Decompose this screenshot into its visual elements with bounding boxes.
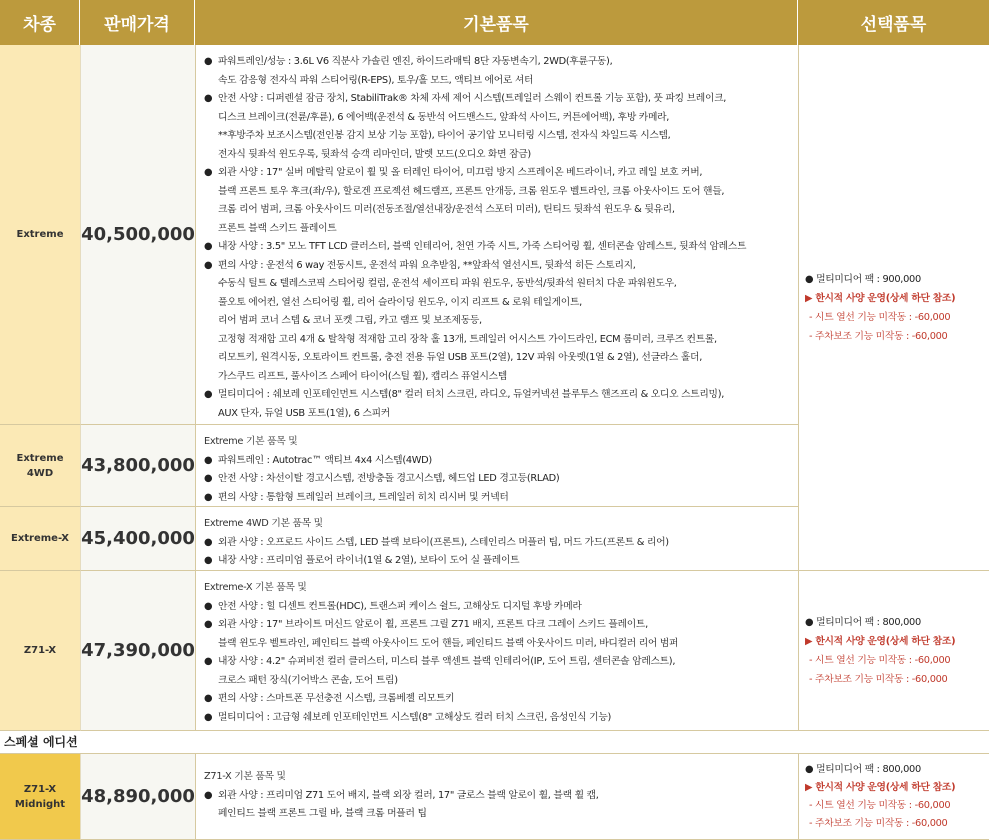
trim-extreme-4wd — [0, 425, 80, 507]
spec-line — [204, 405, 798, 424]
price-z71-x: 47,390,000 — [80, 571, 195, 731]
option-seat-heating: - 시트 열선 기능 미작동 : -60,000 — [809, 654, 951, 666]
price-extreme: 40,500,000 — [80, 45, 195, 425]
option-parking-assist: - 주차보조 기능 미작동 : -60,000 — [809, 673, 948, 685]
spec-text: 안전 사양 : 디퍼렌셜 잠금 장치, StabiliTrak® 차체 자세 제어 시스템(트레일러 스웨이 컨트롤 기능 포함), 풋 파킹 브레이크, — [218, 93, 727, 104]
spec-text: 속도 감응형 전자식 파워 스티어링(R-EPS), 토우/홀 모드, 액티브 에어로 셔터 — [218, 74, 534, 86]
bullet-icon: ● — [204, 241, 213, 252]
spec-line — [204, 220, 798, 239]
special-edition-heading: 스페셜 에디션 — [0, 731, 989, 754]
spec-text: AUX 단자, 듀얼 USB 포트(1열), 6 스피커 — [218, 407, 390, 419]
bullet-icon: ● — [204, 693, 213, 704]
option-extreme-group — [798, 45, 989, 571]
table-header — [0, 0, 989, 45]
spec-text: 수동식 틸트 & 텔레스코픽 스티어링 컬럼, 운전석 세이프티 파워 윈도우, 동반석/뒷좌석 원터치 다운 파워윈도우, — [218, 278, 677, 289]
spec-text: 전자식 뒷좌석 윈도우록, 뒷좌석 승객 리마인더, 발렛 모드(오디오 화면 잠금) — [218, 148, 531, 160]
spec-line — [204, 312, 798, 331]
spec-text: 편의 사양 : 운전석 6 way 전동시트, 운전석 파워 요추받침, **앞좌석 열선시트, 뒷좌석 히든 스토리지, — [218, 259, 636, 271]
spec-text: 편의 사양 : 통합형 트레일러 브레이크, 트레일러 히치 리시버 및 커넥터 — [218, 491, 509, 503]
price-extreme-x: 45,400,000 — [80, 507, 195, 571]
bullet-icon: ● — [204, 454, 213, 466]
spec-text: 블랙 윈도우 벨트라인, 페인티드 블랙 아웃사이드 도어 핸들, 페인티드 블랙 아웃사이드 미러, 바디컬러 리어 범퍼 — [218, 637, 679, 649]
spec-text: Z71-X 기본 품목 및 — [204, 771, 286, 782]
trim-extreme: Extreme — [0, 45, 80, 425]
spec-text: Extreme 기본 품목 및 — [204, 436, 298, 447]
spec-line — [204, 368, 798, 387]
spec-line — [204, 109, 798, 128]
bullet-icon: ● — [204, 600, 213, 612]
spec-line — [204, 127, 798, 146]
header-price: 판매가격 — [80, 0, 195, 45]
spec-line — [204, 653, 798, 672]
spec-line — [204, 72, 798, 91]
spec-line — [204, 452, 798, 471]
spec-text: 내장 사양 : 프리미엄 플로어 라이너(1열 & 2열), 보타이 도어 실 플레이트 — [218, 555, 520, 566]
spec-text: 내장 사양 : 4.2" 슈퍼비전 컬러 클러스터, 미스티 블루 액센트 블랙 인테리어(IP, 도어 트림, 센터콘솔 암레스트), — [218, 656, 676, 667]
spec-line — [204, 164, 798, 183]
basic-items-extreme-x — [195, 507, 798, 571]
bullet-icon: ● — [204, 711, 213, 723]
spec-line — [204, 386, 798, 405]
spec-text: 디스크 브레이크(전륜/후륜), 6 에어백(운전석 & 동반석 어드밴스드, 앞좌석 사이드, 커튼에어백), 후방 카메라, — [218, 111, 670, 123]
spec-line — [204, 616, 798, 635]
bullet-icon: ● — [204, 93, 213, 104]
spec-text: 멀티미디어 : 고급형 쉐보레 인포테인먼트 시스템(8" 고해상도 컬러 터치 스크린, 음성인식 기능) — [218, 711, 612, 723]
spec-line — [204, 787, 798, 806]
spec-text: 파워트레인/성능 : 3.6L V6 직분사 가솔린 엔진, 하이드라매틱 8단 자동변속기, 2WD(후륜구동), — [218, 56, 613, 67]
spec-line — [204, 690, 798, 709]
option-z71-x — [798, 571, 989, 731]
spec-line — [204, 90, 798, 109]
spec-text: 안전 사양 : 힐 디센트 컨트롤(HDC), 트랜스퍼 케이스 쉴드, 고해상도 디지털 후방 카메라 — [218, 600, 582, 612]
spec-text: 페인티드 블랙 프론트 그릴 바, 블랙 크롬 머플러 팁 — [218, 808, 427, 819]
option-multimedia-pack: ● 멀티미디어 팩 : 800,000 — [805, 763, 921, 775]
spec-text: 크로스 패턴 장식(기어박스 콘솔, 도어 트림) — [218, 674, 398, 686]
spec-text: **후방주차 보조시스템(전인봉 감지 보상 기능 포함), 타이어 공기압 모니터링 시스템, 전자식 차일드록 시스템, — [218, 130, 671, 141]
spec-line — [204, 433, 798, 452]
price-z71-x-midnight: 48,890,000 — [80, 754, 195, 840]
bullet-icon: ● — [204, 56, 213, 67]
basic-items-z71-x — [195, 571, 798, 731]
spec-line — [204, 515, 798, 534]
bullet-icon: ● — [204, 619, 213, 630]
spec-text: Extreme 4WD 기본 품목 및 — [204, 518, 323, 529]
spec-text: 크롬 리어 범퍼, 크롬 아웃사이드 미러(전동조절/열선내장/운전석 스포터 미러), 틴티드 뒷좌석 윈도우 & 뒷유리, — [218, 204, 675, 215]
option-multimedia-pack: ● 멀티미디어 팩 : 900,000 — [805, 273, 921, 285]
bullet-icon: ● — [204, 656, 213, 667]
spec-text: 멀티미디어 : 쉐보레 인포테인먼트 시스템(8" 컬러 터치 스크린, 라디오, 듀얼커넥션 블루투스 핸즈프리 & 오디오 스트리밍), — [218, 389, 725, 400]
spec-line — [204, 146, 798, 165]
spec-text: 프론트 블랙 스키드 플레이트 — [218, 222, 337, 234]
option-limited-notice: ▶ 한시적 사양 운영(상세 하단 참조) — [805, 781, 956, 793]
bullet-icon: ● — [204, 491, 213, 503]
option-parking-assist: - 주차보조 기능 미작동 : -60,000 — [809, 817, 948, 829]
spec-line — [204, 489, 798, 508]
bullet-icon: ● — [204, 789, 213, 801]
spec-text: 안전 사양 : 차선이탈 경고시스템, 전방충돌 경고시스템, 헤드업 LED 경고등(RLAD) — [218, 473, 560, 484]
basic-items-extreme-4wd — [195, 425, 798, 507]
basic-items-z71-x-midnight — [195, 754, 798, 840]
option-multimedia-pack: ● 멀티미디어 팩 : 800,000 — [805, 616, 921, 628]
spec-line — [204, 53, 798, 72]
spec-line — [204, 183, 798, 202]
bullet-icon: ● — [204, 555, 213, 566]
spec-line — [204, 470, 798, 489]
spec-line — [204, 672, 798, 691]
spec-text: 파워트레인 : Autotrac™ 액티브 4x4 시스템(4WD) — [218, 454, 432, 466]
spec-text: 내장 사양 : 3.5" 모노 TFT LCD 클러스터, 블랙 인테리어, 천연 가죽 시트, 가죽 스티어링 휠, 센터콘솔 암레스트, 뒷좌석 암레스트 — [218, 241, 747, 252]
bullet-icon: ● — [204, 389, 213, 400]
spec-text: 가스쿠드 리프트, 풀사이즈 스페어 타이어(스틸 휠), 캡리스 퓨얼시스템 — [218, 370, 507, 382]
bullet-icon: ● — [204, 167, 213, 178]
option-parking-assist: - 주차보조 기능 미작동 : -60,000 — [809, 330, 948, 342]
option-limited-notice: ▶ 한시적 사양 운영(상세 하단 참조) — [805, 292, 956, 304]
spec-text: 고정형 적재함 고리 4개 & 탈착형 적재함 고리 장착 홀 13개, 트레일러 어시스트 가이드라인, ECM 룸미러, 크루즈 컨트롤, — [218, 333, 717, 345]
trim-extreme-x: Extreme-X — [0, 507, 80, 571]
basic-items-extreme — [195, 45, 798, 425]
spec-text: 외관 사양 : 17" 브라이트 머신드 알로이 휠, 프론트 그릴 Z71 배지, 프론트 다크 그레이 스키드 플레이트, — [218, 619, 648, 630]
spec-line — [204, 598, 798, 617]
bullet-icon: ● — [204, 473, 213, 484]
header-trim: 차종 — [0, 0, 80, 45]
option-seat-heating: - 시트 열선 기능 미작동 : -60,000 — [809, 311, 951, 323]
option-limited-notice: ▶ 한시적 사양 운영(상세 하단 참조) — [805, 635, 956, 647]
spec-text: Extreme-X 기본 품목 및 — [204, 582, 307, 593]
trim-z71-x-midnight — [0, 754, 80, 840]
spec-line — [204, 805, 798, 824]
spec-line — [204, 349, 798, 368]
header-option: 선택품목 — [860, 15, 927, 35]
spec-text: 외관 사양 : 프리미엄 Z71 도어 배지, 블랙 외장 컬러, 17" 글로스 블랙 알로이 휠, 블랙 휠 캡, — [218, 789, 599, 801]
spec-text: 외관 사양 : 17" 실버 메탈릭 알로이 휠 및 올 터레인 타이어, 미끄럼 방지 스프레이온 베드라이너, 카고 레일 보호 커버, — [218, 167, 703, 178]
spec-line — [204, 709, 798, 728]
spec-line — [204, 552, 798, 571]
price-extreme-4wd: 43,800,000 — [80, 425, 195, 507]
spec-line — [204, 257, 798, 276]
spec-text: 외관 사양 : 오프로드 사이드 스텝, LED 블랙 보타이(프론트), 스테인리스 머플러 팁, 머드 가드(프론트 & 리어) — [218, 536, 669, 548]
bullet-icon: ● — [204, 536, 213, 548]
trim-z71-x-midnight-label: Z71-X Midnight — [14, 783, 66, 810]
bullet-icon: ● — [204, 259, 213, 271]
spec-text: 리모트키, 원격시동, 오토라이트 컨트롤, 충전 전용 듀얼 USB 포트(2열), 12V 파워 아웃렛(1열 & 2열), 선글라스 홀더, — [218, 352, 703, 363]
spec-text: 풀오토 에어컨, 열선 스티어링 휠, 리어 슬라이딩 윈도우, 이지 리프트 & 로워 테일게이트, — [218, 296, 582, 308]
header-basic: 기본품목 — [195, 0, 798, 45]
spec-text: 편의 사양 : 스마트폰 무선충전 시스템, 크롬베젤 리모트키 — [218, 693, 455, 704]
option-z71-x-midnight — [798, 754, 989, 840]
spec-text: 블랙 프론트 토우 후크(좌/우), 할로겐 프로젝션 헤드램프, 프론트 안개등, 크롬 윈도우 벨트라인, 크롬 아웃사이드 도어 핸들, — [218, 185, 725, 197]
spec-line — [204, 579, 798, 598]
spec-line — [204, 275, 798, 294]
trim-z71-x: Z71-X — [0, 571, 80, 731]
spec-line — [204, 331, 798, 350]
spec-line — [204, 201, 798, 220]
option-seat-heating: - 시트 열선 기능 미작동 : -60,000 — [809, 799, 951, 811]
spec-line — [204, 534, 798, 553]
spec-line — [204, 768, 798, 787]
spec-line — [204, 238, 798, 257]
spec-line — [204, 635, 798, 654]
spec-line — [204, 294, 798, 313]
trim-extreme-4wd-label: Extreme 4WD — [16, 452, 64, 479]
spec-text: 리어 범퍼 코너 스텝 & 코너 포켓 그립, 카고 램프 및 보조제동등, — [218, 315, 482, 326]
